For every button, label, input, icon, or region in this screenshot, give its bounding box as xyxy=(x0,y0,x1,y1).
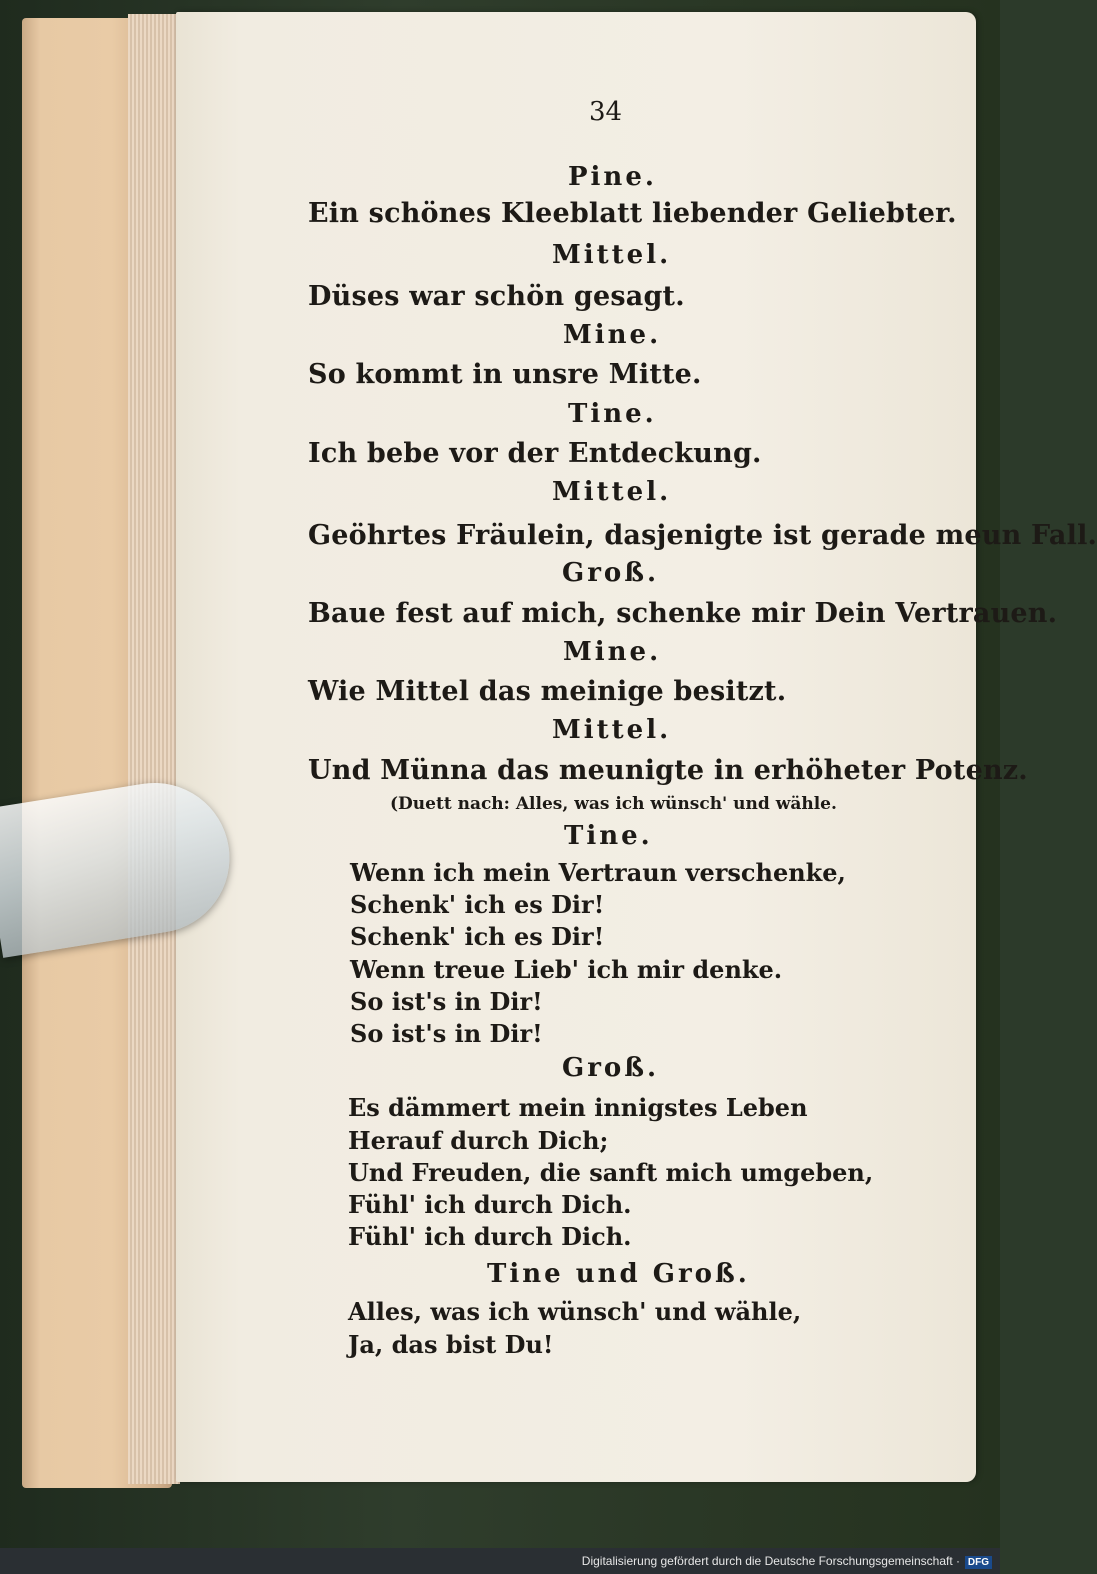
verse-line: Wenn ich mein Vertraun verschenke, xyxy=(350,858,846,887)
dfg-logo: DFG xyxy=(965,1556,992,1569)
speaker-label: Mittel. xyxy=(552,240,672,270)
speaker-label: Groß. xyxy=(562,1053,660,1083)
verse-line: Wenn treue Lieb' ich mir denke. xyxy=(350,955,783,984)
prose-line: Ein schönes Kleeblatt liebender Geliebter. xyxy=(308,198,957,229)
footer-bar xyxy=(0,1548,1000,1574)
speaker-label: Tine und Groß. xyxy=(487,1259,750,1289)
speaker-label: Tine. xyxy=(564,821,653,851)
verse-line: Und Freuden, die sanft mich umgeben, xyxy=(348,1158,874,1187)
verse-line: Schenk' ich es Dir! xyxy=(350,890,605,919)
verse-line: Ja, das bist Du! xyxy=(348,1330,554,1359)
speaker-label: Mine. xyxy=(563,637,662,667)
verse-line: So ist's in Dir! xyxy=(350,987,543,1016)
verse-line: Fühl' ich durch Dich. xyxy=(348,1222,632,1251)
speaker-label: Mine. xyxy=(563,320,662,350)
speaker-label: Tine. xyxy=(568,399,657,429)
prose-line: Und Münna das meunigte in erhöheter Potenz. xyxy=(308,755,1028,786)
verse-line: Es dämmert mein innigstes Leben xyxy=(348,1093,808,1122)
speaker-label: Mittel. xyxy=(552,715,672,745)
prose-line: So kommt in unsre Mitte. xyxy=(308,359,702,390)
verse-line: Fühl' ich durch Dich. xyxy=(348,1190,632,1219)
prose-line: Düses war schön gesagt. xyxy=(308,281,685,312)
verse-line: So ist's in Dir! xyxy=(350,1019,543,1048)
verse-line: Herauf durch Dich; xyxy=(348,1126,609,1155)
speaker-label: Groß. xyxy=(562,558,660,588)
funding-notice: Digitalisierung gefördert durch die Deutsche Forschungsgemeinschaft · xyxy=(581,1554,960,1568)
speaker-label: Mittel. xyxy=(552,477,672,507)
verse-line: Alles, was ich wünsch' und wähle, xyxy=(348,1297,802,1326)
speaker-label: Pine. xyxy=(568,162,657,192)
verse-line: Schenk' ich es Dir! xyxy=(350,922,605,951)
prose-line: Ich bebe vor der Entdeckung. xyxy=(308,438,762,469)
prose-line: Geöhrtes Fräulein, dasjenigte ist gerade meun Fall. xyxy=(308,520,1097,551)
stage-note: (Duett nach: Alles, was ich wünsch' und wähle. xyxy=(390,794,837,814)
page-number: 34 xyxy=(589,97,623,127)
prose-line: Wie Mittel das meinige besitzt. xyxy=(308,676,787,707)
prose-line: Baue fest auf mich, schenke mir Dein Vertrauen. xyxy=(308,598,1058,629)
